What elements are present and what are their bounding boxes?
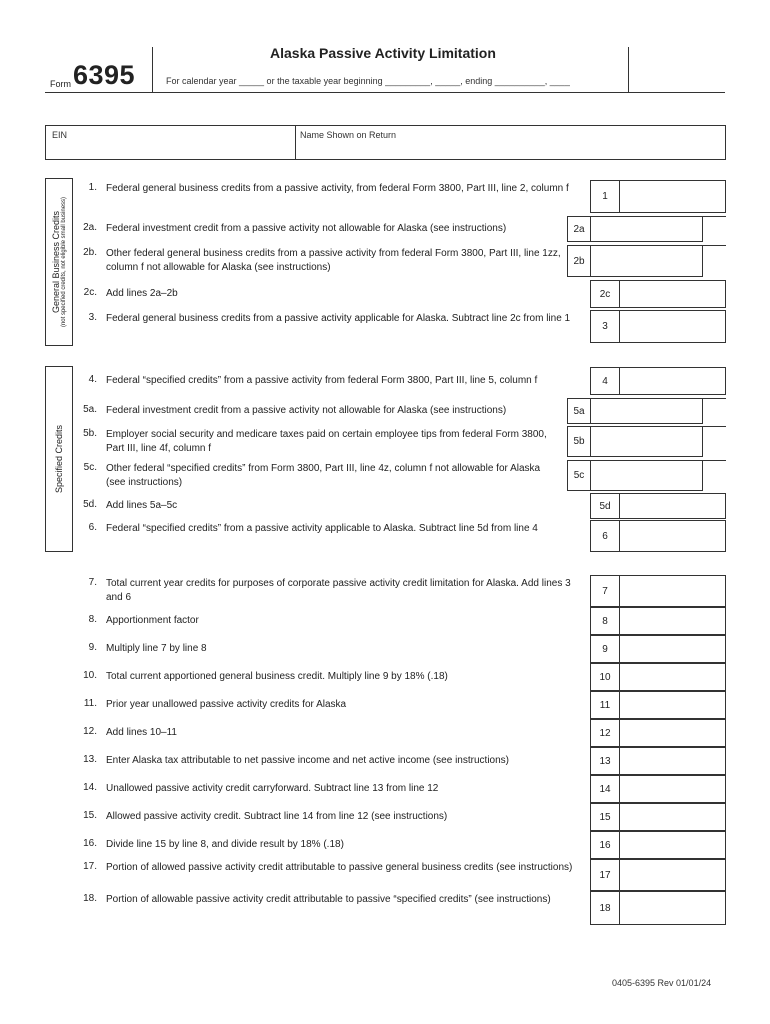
line-number: 18.: [83, 893, 97, 904]
line-2a-amount-input[interactable]: [590, 216, 703, 242]
line-description: Allowed passive activity credit. Subtract line 14 from line 12 (see instructions): [106, 811, 448, 822]
line-number: 2b.: [83, 247, 97, 258]
ein-label: EIN: [52, 130, 68, 140]
line-description: Unallowed passive activity credit carryforward. Subtract line 13 from line 12: [106, 783, 439, 794]
line-number: 2a.: [83, 222, 97, 233]
line-number: 2c.: [83, 287, 97, 298]
section-general-title: General Business Credits: [51, 210, 61, 314]
line-box-label: 17: [590, 859, 620, 891]
line-box-label: 10: [590, 663, 620, 691]
line-number: 13.: [83, 754, 97, 765]
line-box-label: 16: [590, 831, 620, 859]
line-13-amount-input[interactable]: [619, 747, 726, 775]
line-7-amount-input[interactable]: [619, 575, 726, 607]
line-box-label: 8: [590, 607, 620, 635]
line-box-label: 15: [590, 803, 620, 831]
line-description: Federal “specified credits” from a passive activity from federal Form 3800, Part III, line 5, column f: [106, 375, 538, 386]
form-revision: 0405-6395 Rev 01/01/24: [612, 978, 712, 988]
line-box-label: 12: [590, 719, 620, 747]
line-box-label: 5a: [567, 398, 591, 424]
line-14-amount-input[interactable]: [619, 775, 726, 803]
line-number: 5b.: [83, 428, 97, 439]
line-description: Total current year credits for purposes of corporate passive activity credit limitation for Alaska. Add lines 3 and 6: [106, 578, 571, 603]
line-number: 5c.: [83, 462, 97, 473]
line-9-amount-input[interactable]: [619, 635, 726, 663]
line-1-amount-input[interactable]: [619, 180, 726, 213]
section-general: [45, 178, 73, 346]
section-general-note: (not specified credits, not eligible small business): [61, 196, 67, 328]
line-box-label: 7: [590, 575, 620, 607]
line-number: 16.: [83, 838, 97, 849]
line-number: 17.: [83, 861, 97, 872]
line-number: 5a.: [83, 404, 97, 415]
line-number: 12.: [83, 726, 97, 737]
row-rule: [703, 460, 726, 492]
line-box-label: 2b: [567, 245, 591, 277]
line-17-amount-input[interactable]: [619, 859, 726, 891]
line-10-amount-input[interactable]: [619, 663, 726, 691]
line-description: Federal “specified credits” from a passive activity applicable to Alaska. Subtract line 5d from line 4: [106, 523, 538, 534]
line-number: 5d.: [83, 499, 97, 510]
line-11-amount-input[interactable]: [619, 691, 726, 719]
row-rule: [703, 426, 726, 458]
line-2c-amount-input[interactable]: [619, 280, 726, 308]
form-word: Form: [50, 79, 71, 89]
line-description: Total current apportioned general business credit. Multiply line 9 by 18% (.18): [106, 671, 448, 682]
line-number: 9.: [88, 642, 97, 653]
line-description: Multiply line 7 by line 8: [106, 643, 207, 654]
line-number: 1.: [88, 182, 97, 193]
line-box-label: 11: [590, 691, 620, 719]
line-description: Portion of allowable passive activity credit attributable to passive “specified credits” (see instructions): [106, 894, 551, 905]
line-box-label: 13: [590, 747, 620, 775]
line-box-label: 14: [590, 775, 620, 803]
line-description: Add lines 10–11: [106, 727, 177, 738]
line-number: 11.: [83, 698, 97, 709]
line-box-label: 4: [590, 367, 620, 395]
line-5d-amount-input[interactable]: [619, 493, 726, 519]
form-number: 6395: [73, 60, 136, 90]
line-box-label: 3: [590, 310, 620, 343]
line-number: 8.: [88, 614, 97, 625]
name-label: Name Shown on Return: [300, 130, 397, 140]
line-description: Other federal general business credits from a passive activity from federal Form 3800, Part III, line 1zz, column f not allowable for Alaska (see instructions): [106, 248, 561, 273]
line-number: 7.: [88, 577, 97, 588]
line-number: 6.: [88, 522, 97, 533]
line-description: Federal investment credit from a passive activity not allowable for Alaska (see instructions): [106, 223, 507, 234]
line-6-amount-input[interactable]: [619, 520, 726, 552]
line-box-label: 9: [590, 635, 620, 663]
line-5b-amount-input[interactable]: [590, 426, 703, 457]
line-box-label: 5c: [567, 460, 591, 491]
ein-field[interactable]: [70, 140, 290, 158]
line-description: Federal investment credit from a passive activity not allowable for Alaska (see instructions): [106, 405, 507, 416]
section-specified-title: Specified Credits: [54, 424, 64, 494]
line-2b-amount-input[interactable]: [590, 245, 703, 277]
row-rule: [703, 245, 726, 278]
line-5a-amount-input[interactable]: [590, 398, 703, 424]
line-12-amount-input[interactable]: [619, 719, 726, 747]
line-3-amount-input[interactable]: [619, 310, 726, 343]
row-rule: [703, 398, 726, 425]
line-box-label: 2c: [590, 280, 620, 308]
line-16-amount-input[interactable]: [619, 831, 726, 859]
line-number: 4.: [88, 374, 97, 385]
name-field[interactable]: [300, 142, 720, 158]
line-number: 15.: [83, 810, 97, 821]
line-15-amount-input[interactable]: [619, 803, 726, 831]
tax-year-line: For calendar year _____ or the taxable year beginning _________, _____, ending __________, ____: [166, 76, 570, 86]
line-description: Divide line 15 by line 8, and divide result by 18% (.18): [106, 839, 344, 850]
section-specified: [45, 366, 73, 552]
line-4-amount-input[interactable]: [619, 367, 726, 395]
line-number: 14.: [83, 782, 97, 793]
line-box-label: 6: [590, 520, 620, 552]
line-description: Add lines 2a–2b: [106, 288, 178, 299]
line-5c-amount-input[interactable]: [590, 460, 703, 491]
line-description: Portion of allowed passive activity credit attributable to passive general business credits (see instructions): [106, 862, 573, 873]
line-description: Add lines 5a–5c: [106, 500, 178, 511]
line-description: Employer social security and medicare taxes paid on certain employee tips from federal Form 3800, Part III, line 4f, column f: [106, 429, 547, 454]
line-box-label: 2a: [567, 216, 591, 242]
line-description: Apportionment factor: [106, 615, 199, 626]
line-number: 3.: [88, 312, 97, 323]
line-18-amount-input[interactable]: [619, 891, 726, 925]
line-description: Prior year unallowed passive activity credits for Alaska: [106, 699, 347, 710]
line-box-label: 18: [590, 891, 620, 925]
line-box-label: 5b: [567, 426, 591, 457]
row-rule: [703, 216, 726, 243]
line-description: Federal general business credits from a passive activity, from federal Form 3800, Part III, line 2, column f: [106, 183, 569, 194]
line-description: Federal general business credits from a passive activity applicable for Alaska. Subtract line 2c from line 1: [106, 313, 571, 324]
form-title: Alaska Passive Activity Limitation: [270, 45, 496, 61]
line-8-amount-input[interactable]: [619, 607, 726, 635]
line-description: Enter Alaska tax attributable to net passive income and net active income (see instructions): [106, 755, 509, 766]
line-box-label: 5d: [590, 493, 620, 519]
line-description: Other federal “specified credits” from Form 3800, Part III, line 4z, column f not allowable for Alaska (see instructions): [106, 463, 541, 488]
line-box-label: 1: [590, 180, 620, 213]
line-number: 10.: [83, 670, 97, 681]
